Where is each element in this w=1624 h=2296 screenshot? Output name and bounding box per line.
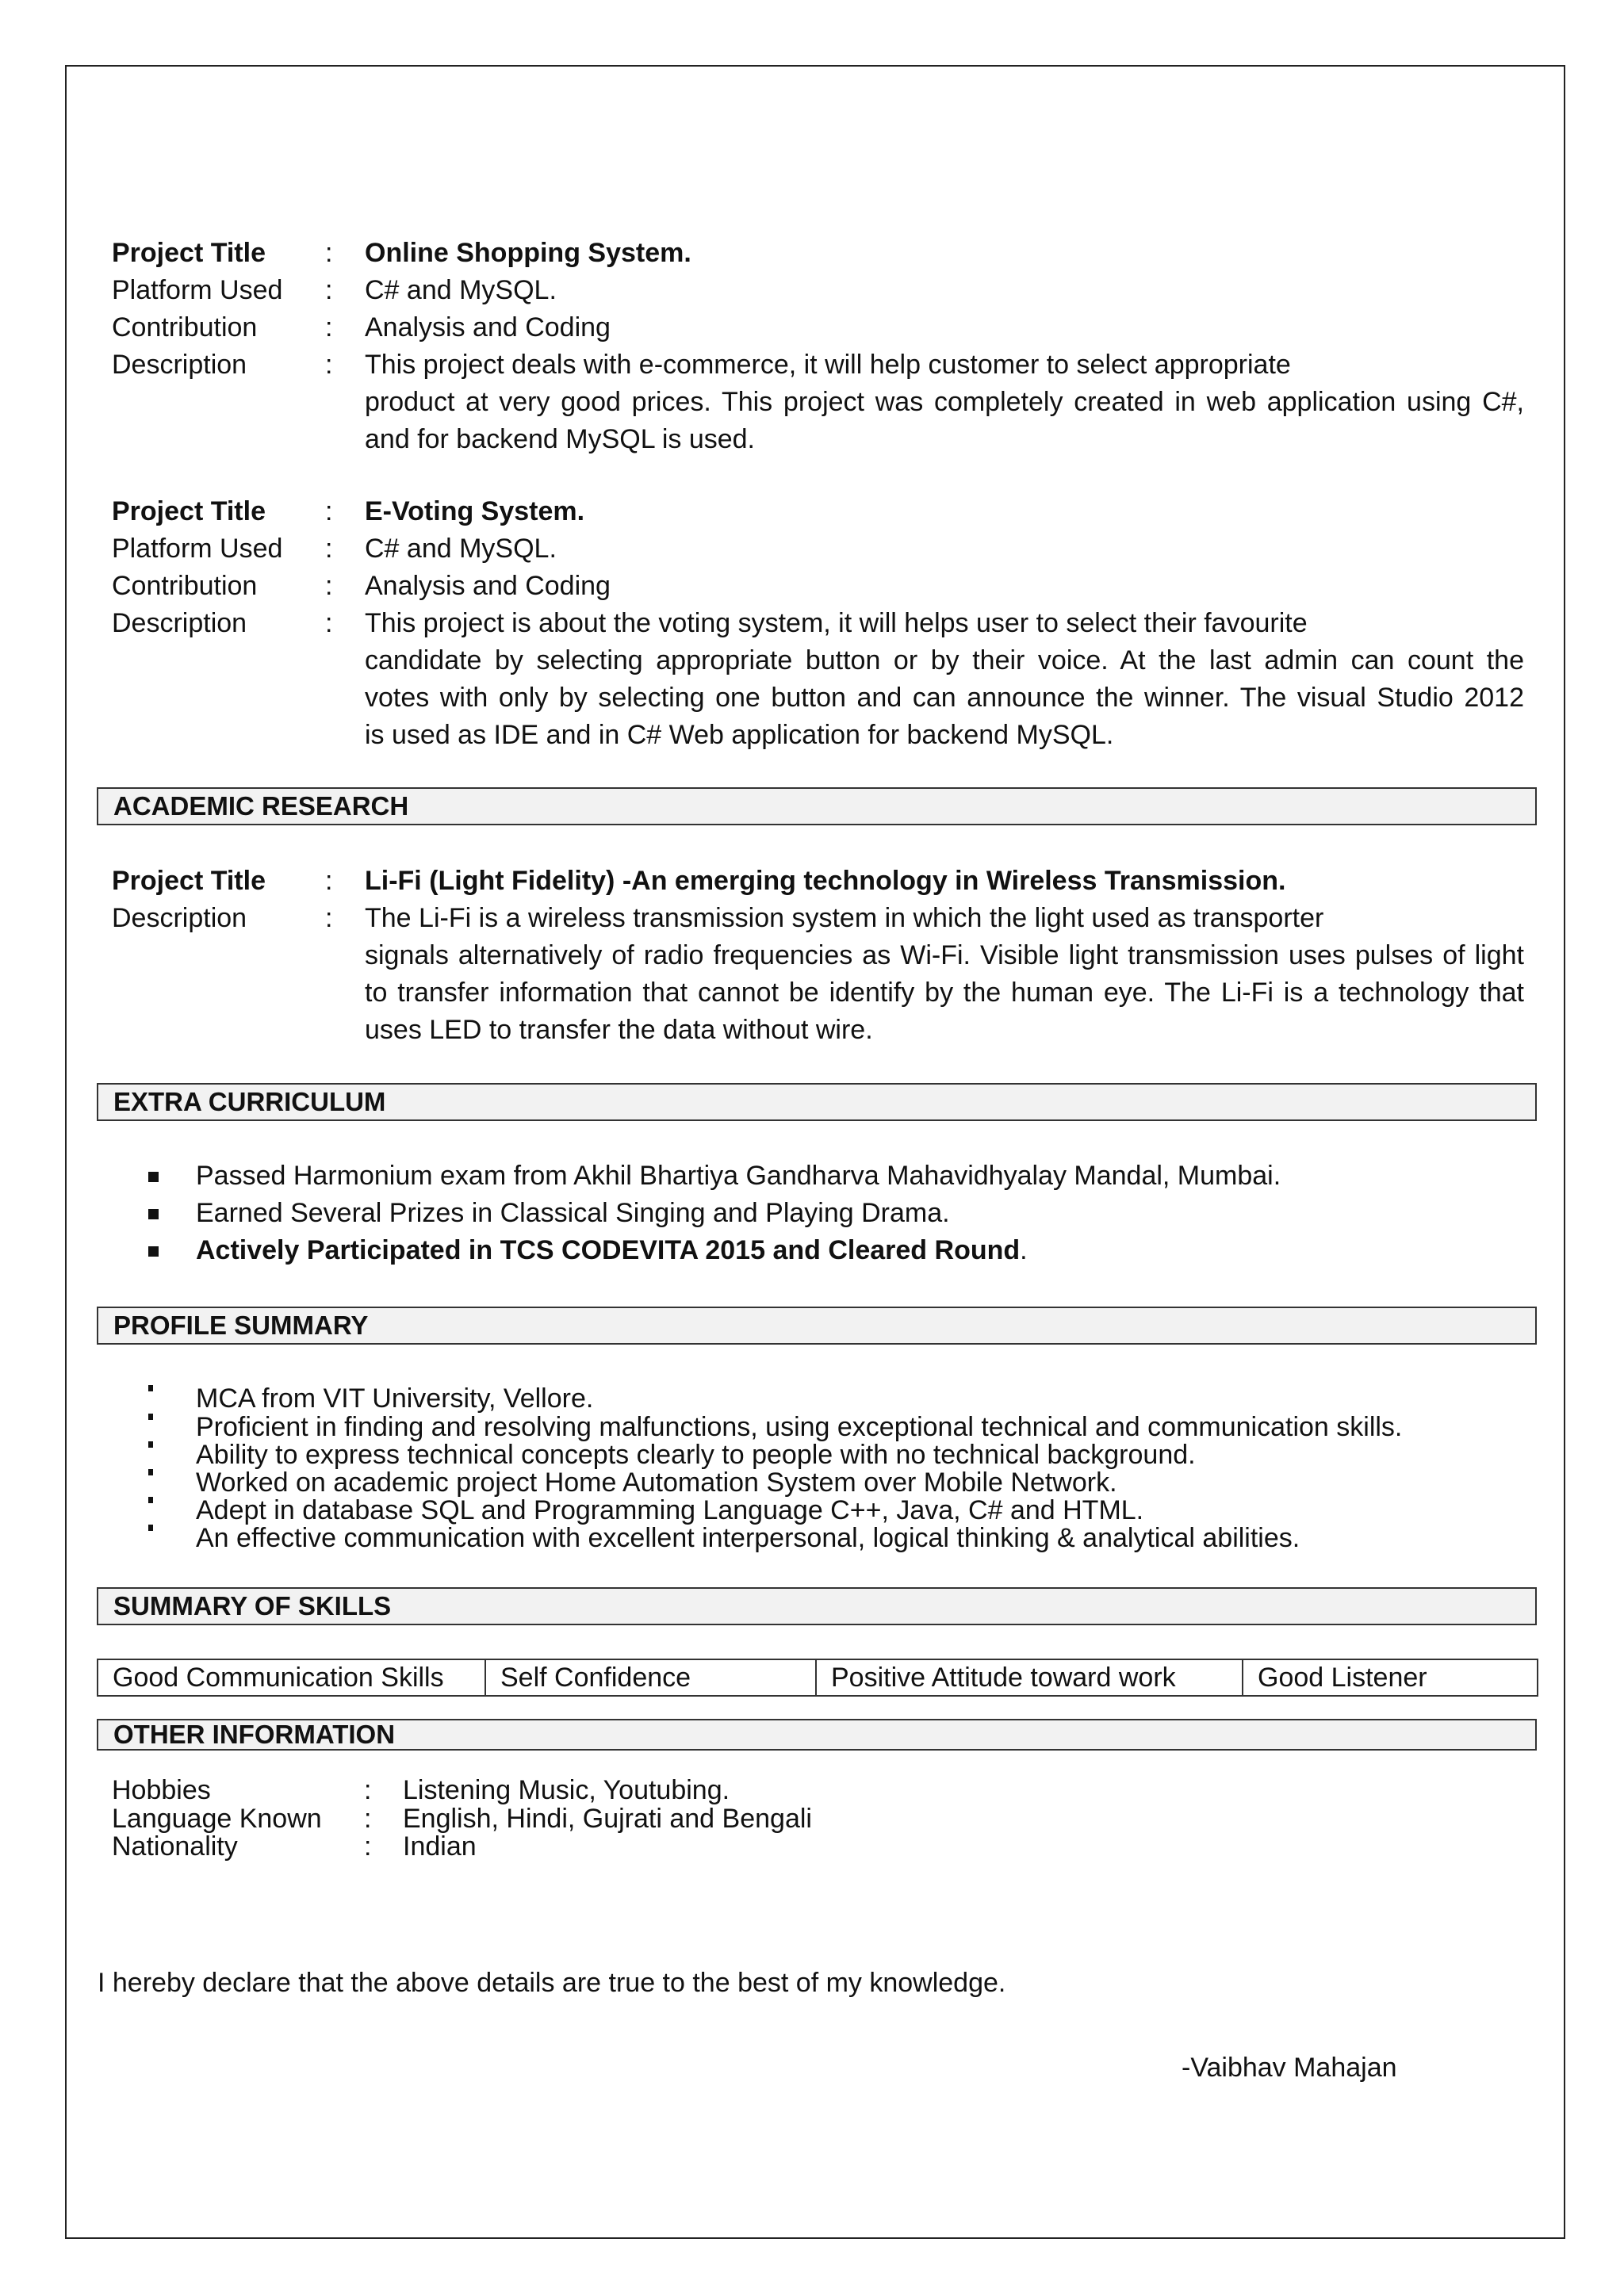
list-item: Adept in database SQL and Programming Language C++, Java, C# and HTML. — [196, 1495, 1144, 1525]
bullet-icon — [148, 1441, 153, 1448]
platform-label: Platform Used — [112, 534, 283, 564]
colon: : — [364, 1804, 372, 1834]
list-item: Proficient in finding and resolving malfunctions, using exceptional technical and communication skills. — [196, 1412, 1403, 1442]
project-title-label: Project Title — [112, 496, 266, 526]
colon: : — [325, 275, 333, 305]
research-description-label: Description — [112, 903, 247, 933]
skill-cell: Good Listener — [1243, 1659, 1538, 1696]
list-item: Earned Several Prizes in Classical Singing and Playing Drama. — [196, 1198, 950, 1228]
description-line: votes with only by selecting one button and can announce the winner. The visual Studio 2012 — [365, 683, 1524, 713]
research-title: Li-Fi (Light Fidelity) -An emerging technology in Wireless Transmission. — [365, 866, 1286, 896]
description-line: to transfer information that cannot be identify by the human eye. The Li-Fi is a technology that — [365, 978, 1524, 1008]
colon: : — [325, 903, 333, 933]
colon: : — [364, 1775, 372, 1805]
declaration-text: I hereby declare that the above details are true to the best of my knowledge. — [98, 1968, 1006, 1998]
list-item — [196, 1232, 1028, 1269]
colon: : — [325, 866, 333, 896]
colon: : — [325, 571, 333, 601]
research-title-label: Project Title — [112, 866, 266, 896]
bullet-icon — [148, 1414, 153, 1420]
hobbies-label: Hobbies — [112, 1775, 211, 1805]
bullet-icon — [148, 1497, 153, 1503]
section-header-profile-summary: PROFILE SUMMARY — [97, 1307, 1537, 1345]
description-label: Description — [112, 350, 247, 380]
description-line: The Li-Fi is a wireless transmission system in which the light used as transporter — [365, 903, 1324, 933]
colon: : — [325, 238, 333, 268]
research-description — [365, 900, 1524, 1049]
contribution-value: Analysis and Coding — [365, 312, 611, 342]
nationality-label: Nationality — [112, 1831, 238, 1862]
bullet-icon — [148, 1385, 153, 1391]
description-line: This project deals with e-commerce, it will help customer to select appropriate — [365, 350, 1291, 380]
list-item: Passed Harmonium exam from Akhil Bhartiya Gandharva Mahavidhyalay Mandal, Mumbai. — [196, 1161, 1281, 1191]
project-title: Online Shopping System. — [365, 238, 691, 268]
skill-cell: Good Communication Skills — [98, 1659, 485, 1696]
platform-value: C# and MySQL. — [365, 534, 557, 564]
section-header-other-information: OTHER INFORMATION — [97, 1719, 1537, 1751]
contribution-label: Contribution — [112, 312, 258, 342]
colon: : — [325, 496, 333, 526]
signature: -Vaibhav Mahajan — [1182, 2053, 1397, 2083]
description-line: product at very good prices. This project was completely created in web application using C#, — [365, 387, 1524, 417]
skills-table — [97, 1659, 1538, 1697]
description-line: and for backend MySQL is used. — [365, 424, 756, 454]
description-label: Description — [112, 608, 247, 638]
language-value: English, Hindi, Gujrati and Bengali — [403, 1804, 812, 1834]
colon: : — [325, 350, 333, 380]
project-title-label: Project Title — [112, 238, 266, 268]
project-description — [365, 605, 1524, 754]
colon: : — [325, 312, 333, 342]
colon: : — [325, 608, 333, 638]
section-header-academic-research: ACADEMIC RESEARCH — [97, 787, 1537, 825]
skill-cell: Self Confidence — [485, 1659, 816, 1696]
square-bullet-icon — [148, 1209, 159, 1219]
description-line: signals alternatively of radio frequencies as Wi-Fi. Visible light transmission uses pulses of light — [365, 940, 1524, 970]
list-item-suffix: . — [1020, 1235, 1028, 1265]
section-header-summary-of-skills: SUMMARY OF SKILLS — [97, 1587, 1537, 1625]
language-label: Language Known — [112, 1804, 322, 1834]
list-item: Worked on academic project Home Automation System over Mobile Network. — [196, 1468, 1117, 1498]
bullet-icon — [148, 1525, 153, 1531]
description-line: uses LED to transfer the data without wire. — [365, 1015, 873, 1045]
description-line: candidate by selecting appropriate button or by their voice. At the last admin can count the — [365, 645, 1524, 675]
contribution-value: Analysis and Coding — [365, 571, 611, 601]
description-line: is used as IDE and in C# Web application for backend MySQL. — [365, 720, 1114, 750]
hobbies-value: Listening Music, Youtubing. — [403, 1775, 730, 1805]
colon: : — [325, 534, 333, 564]
section-header-extra-curriculum: EXTRA CURRICULUM — [97, 1083, 1537, 1121]
project-title: E-Voting System. — [365, 496, 585, 526]
platform-value: C# and MySQL. — [365, 275, 557, 305]
square-bullet-icon — [148, 1246, 159, 1257]
list-item-bold-text: Actively Participated in TCS CODEVITA 2015 and Cleared Round — [196, 1235, 1021, 1265]
list-item: An effective communication with excellent interpersonal, logical thinking & analytical abilities. — [196, 1523, 1300, 1553]
skills-row — [98, 1659, 1538, 1696]
project-description — [365, 346, 1524, 458]
skill-cell: Positive Attitude toward work — [816, 1659, 1243, 1696]
bullet-icon — [148, 1469, 153, 1475]
square-bullet-icon — [148, 1172, 159, 1182]
colon: : — [364, 1831, 372, 1862]
list-item: MCA from VIT University, Vellore. — [196, 1383, 594, 1414]
description-line: This project is about the voting system, it will helps user to select their favourite — [365, 608, 1308, 638]
contribution-label: Contribution — [112, 571, 258, 601]
platform-label: Platform Used — [112, 275, 283, 305]
nationality-value: Indian — [403, 1831, 477, 1862]
list-item: Ability to express technical concepts clearly to people with no technical background. — [196, 1440, 1196, 1470]
